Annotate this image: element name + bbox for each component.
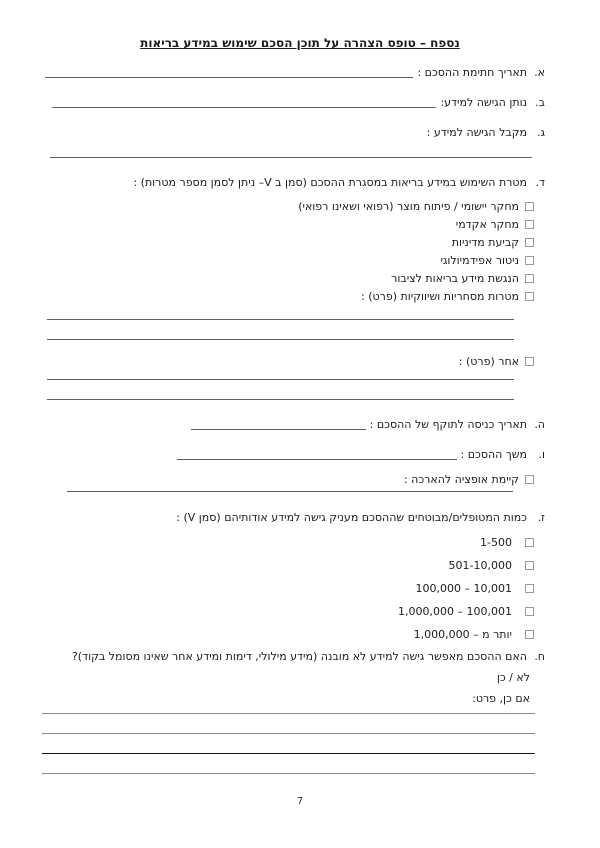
option-label: הנגשת מידע בריאות לציבור <box>391 271 519 285</box>
item-h-answer-options: לא / כן <box>496 671 530 684</box>
item-f-fill-in-line <box>177 446 457 460</box>
item-h-detail-line-2 <box>42 733 535 734</box>
option-extension-exists <box>0 470 600 488</box>
item-f-label: משך ההסכם : <box>460 448 527 461</box>
item-b-fill-in-line <box>52 94 436 108</box>
item-c-label: מקבל הגישה למידע : <box>426 126 527 139</box>
checkbox-icon <box>525 238 534 247</box>
other-detail-line-2 <box>47 399 514 400</box>
document-title: נספח – טופס הצהרה על תוכן הסכם שימוש במידע בריאות <box>140 36 460 50</box>
item-g <box>0 509 600 526</box>
page-number: 7 <box>296 796 304 807</box>
option-qty-more-than-1000000 <box>0 623 600 646</box>
option-label: 501-10,000 <box>448 559 512 572</box>
item-a-fill-in-line <box>45 64 413 78</box>
option-qty-1-500 <box>0 531 600 554</box>
checkbox-icon <box>525 584 534 593</box>
item-a-label: תאריך חתימת ההסכם : <box>417 66 527 79</box>
item-h-detail-prompt: אם כן, פרט: <box>472 692 530 705</box>
item-g-options <box>0 531 600 646</box>
option-policy-setting <box>0 233 600 251</box>
item-e-letter: ה. <box>534 418 545 431</box>
item-b-letter: ב. <box>535 96 545 109</box>
checkbox-icon <box>525 220 534 229</box>
checkbox-icon <box>525 538 534 547</box>
item-f <box>0 446 600 463</box>
item-e-label: תאריך כניסה לתוקף של ההסכם : <box>369 418 527 431</box>
item-c <box>0 124 600 141</box>
option-applied-research <box>0 197 600 215</box>
commercial-detail-line-1 <box>47 319 514 320</box>
item-c-letter: ג. <box>536 126 545 139</box>
checkbox-icon <box>525 202 534 211</box>
item-h-detail-line-4 <box>42 773 535 774</box>
item-d-label: מטרת השימוש במידע בריאות במסגרת ההסכם (סמן ב V– ניתן לסמן מספר מטרות) : <box>133 176 527 189</box>
option-label: קיימת אופציה להארכה : <box>403 472 519 486</box>
option-qty-100001-1000000 <box>0 600 600 623</box>
item-h-detail-line-1 <box>42 713 535 714</box>
item-a-letter: א. <box>534 66 545 79</box>
option-academic-research <box>0 215 600 233</box>
checkbox-icon <box>525 292 534 301</box>
option-label: קביעת מדיניות <box>451 235 519 249</box>
item-f-letter: ו. <box>538 448 545 461</box>
option-commercial-purposes <box>0 287 600 305</box>
commercial-detail-line-2 <box>47 339 514 340</box>
checkbox-icon <box>525 357 534 366</box>
option-label: מטרות מסחריות ושיווקיות (פרט) : <box>361 289 519 303</box>
item-e <box>0 416 600 433</box>
option-label: ניטור אפידמיולוגי <box>440 253 519 267</box>
option-label: אחר (פרט) : <box>458 354 519 368</box>
item-d-letter: ד. <box>535 176 545 189</box>
checkbox-icon <box>525 630 534 639</box>
checkbox-icon <box>525 256 534 265</box>
item-a <box>0 64 600 81</box>
checkbox-icon <box>525 607 534 616</box>
item-h-label: האם ההסכם מאפשר גישה למידע לא מובנה (מידע מילולי, דימות ומידע אחר שאינו מסומל בקוד)? <box>71 650 527 663</box>
checkbox-icon <box>525 274 534 283</box>
item-h-detail-line-3 <box>42 753 535 754</box>
item-g-letter: ז. <box>537 511 545 524</box>
item-b <box>0 94 600 111</box>
extension-detail-line <box>67 491 513 492</box>
option-label: 1-500 <box>480 536 512 549</box>
item-h-letter: ח. <box>534 650 545 663</box>
option-public-access <box>0 269 600 287</box>
option-qty-10001-100000 <box>0 577 600 600</box>
item-d-options <box>0 197 600 305</box>
option-epidemiological-monitoring <box>0 251 600 269</box>
item-c-fill-in-line <box>50 157 532 158</box>
checkbox-icon <box>525 475 534 484</box>
option-other <box>0 352 600 370</box>
item-h <box>0 648 600 665</box>
checkbox-icon <box>525 561 534 570</box>
item-e-fill-in-line <box>191 416 366 430</box>
option-qty-501-10000 <box>0 554 600 577</box>
option-label: 1,000,000 – 100,001 <box>398 605 512 618</box>
option-label: מחקר אקדמי <box>455 217 519 231</box>
option-label: 100,000 – 10,001 <box>415 582 512 595</box>
item-g-label: כמות המטופלים/מבוטחים שההסכם מעניק גישה למידע אודותיהם (סמן V) : <box>176 511 527 524</box>
other-detail-line-1 <box>47 379 514 380</box>
option-label: מחקר יישומי / פיתוח מוצר (רפואי ושאינו רפואי) <box>298 199 519 213</box>
item-b-label: נותן הגישה למידע: <box>440 96 527 109</box>
option-label: יותר מ – 1,000,000 <box>413 628 512 641</box>
item-d <box>0 174 600 191</box>
